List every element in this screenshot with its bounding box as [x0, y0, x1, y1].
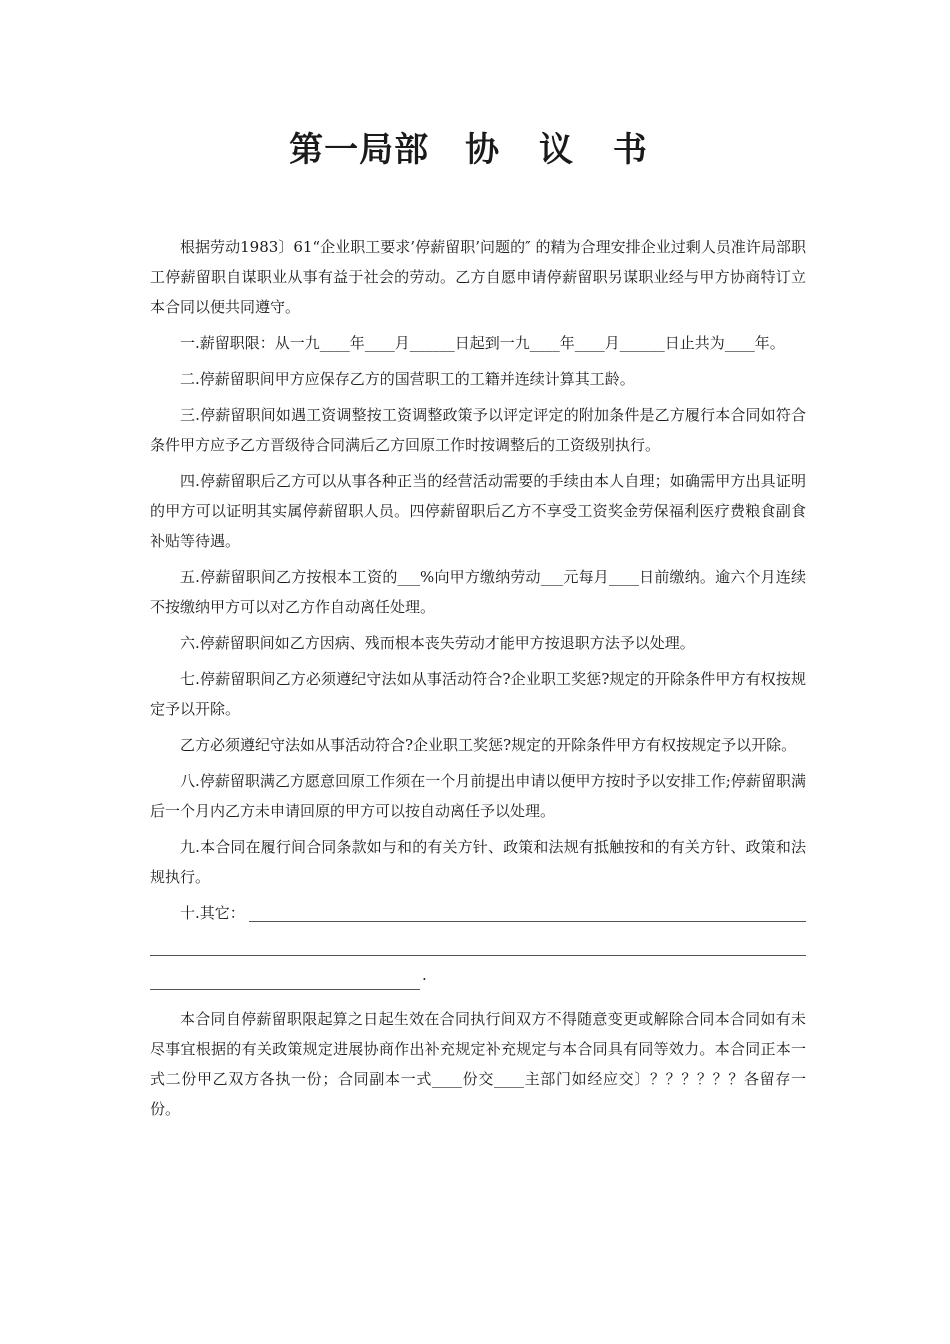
- clause-10-row: [150, 898, 806, 928]
- clause-3: 三.停薪留职间如遇工资调整按工资调整政策予以评定评定的附加条件是乙方履行本合同如符合条件甲方应予乙方晋级待合同满后乙方回原工作时按调整后的工资级别执行。: [150, 406, 806, 454]
- clause-10-label: 十.其它：: [180, 904, 245, 922]
- clause-1: 一.薪留职限：从一九____年____月______日起到一九____年____月______日止共为____年。: [180, 334, 785, 352]
- clause-9: 九.本合同在履行间合同条款如与和的有关方针、政策和法规有抵触按和的有关方针、政策和法规执行。: [150, 838, 806, 886]
- clause-7-continued: 乙方必须遵纪守法如从事活动符合?企业职工奖惩?规定的开除条件甲方有权按规定予以开除。: [180, 736, 797, 754]
- clause-6: 六.停薪留职间如乙方因病、残而根本丧失劳动才能甲方按退职方法予以处理。: [180, 634, 695, 652]
- clause-10-blank: [249, 899, 806, 922]
- clause-10-short-line-row: [150, 956, 806, 990]
- clause-2: 二.停薪留职间甲方应保存乙方的国营职工的工籍并连续计算其工龄。: [180, 370, 635, 388]
- clause-4: 四.停薪留职后乙方可以从事各种正当的经营活动需要的手续由本人自理；如确需甲方出具证明的甲方可以证明其实属停薪留职人员。四停薪留职后乙方不享受工资奖金劳保福利医疗费粮食副食补贴等待遇。: [150, 472, 806, 550]
- clause-10-end-dot: .: [422, 966, 427, 984]
- title-part1: 第一局部: [289, 130, 430, 170]
- clause-7: 七.停薪留职间乙方必须遵纪守法如从事活动符合?企业职工奖惩?规定的开除条件甲方有权按规定予以开除。: [150, 670, 806, 718]
- title-part2: 协 议 书: [465, 130, 661, 170]
- clause-10-short-blank: [150, 963, 420, 990]
- clause-10-blank-line: [150, 928, 806, 956]
- closing-paragraph: 本合同自停薪留职限起算之日起生效在合同执行间双方不得随意变更或解除合同本合同如有未尽事宜根据的有关政策规定进展协商作出补充规定补充规定与本合同具有同等效力。本合同正本一式二份甲乙双方各执一份；合同副本一式____份交____主部门如经应交〕？？？？？？各留存一份。: [150, 1010, 806, 1118]
- clause-8: 八.停薪留职满乙方愿意回原工作须在一个月前提出申请以便甲方按时予以安排工作;停薪留职满后一个月内乙方未申请回原的甲方可以按自动离任予以处理。: [150, 772, 806, 820]
- intro-paragraph: 根据劳动1983〕61“企业职工要求’停薪留职’问题的″ 的精为合理安排企业过剩人员准许局部职工停薪留职自谋职业从事有益于社会的劳动。乙方自愿申请停薪留职另谋职业经与甲方协商特订立本合同以便共同遵守。: [150, 238, 806, 316]
- document-title: [0, 122, 950, 171]
- clause-5: 五.停薪留职间乙方按根本工资的___%向甲方缴纳劳动___元每月____日前缴纳。逾六个月连续不按缴纳甲方可以对乙方作自动离任处理。: [150, 568, 806, 616]
- agreement-body: [150, 232, 806, 1130]
